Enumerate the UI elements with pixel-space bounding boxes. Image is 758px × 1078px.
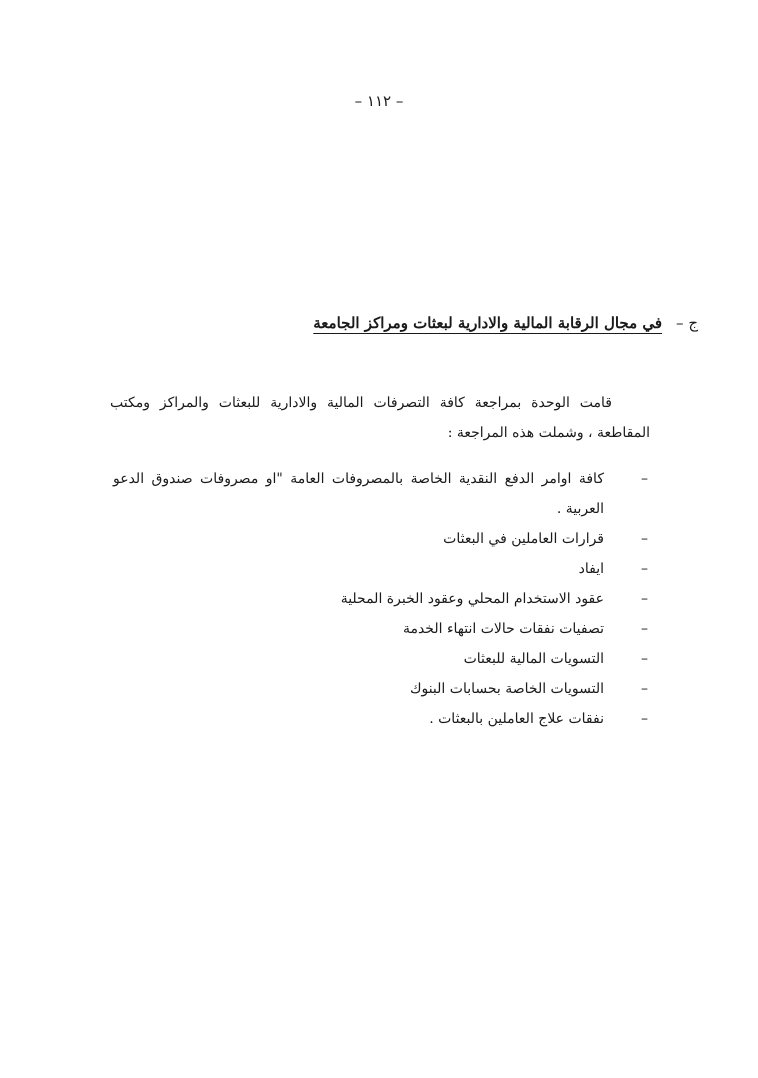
list-item	[113, 464, 648, 524]
list-item	[113, 554, 648, 584]
list-dash: –	[641, 561, 648, 577]
list-dash: –	[641, 531, 648, 547]
list-item	[113, 584, 648, 614]
list-dash: –	[641, 591, 648, 607]
section-heading	[313, 314, 698, 332]
section-marker: ج –	[676, 314, 698, 332]
list-item-text: ايفاد	[578, 561, 604, 577]
list-item-text: التسويات الخاصة بحسابات البنوك	[409, 681, 604, 697]
list-item	[113, 704, 648, 734]
list-dash: –	[641, 471, 648, 487]
intro-paragraph: قامت الوحدة بمراجعة كافة التصرفات المالية والادارية للبعثات والمراكز ومكتب المقاطعة ، وشملت هذه المراجعة :	[110, 395, 650, 441]
list-dash: –	[641, 681, 648, 697]
list-dash: –	[641, 711, 648, 727]
section-title: في مجال الرقابة المالية والادارية لبعثات ومراكز الجامعة	[313, 314, 663, 332]
list-item-text: كافة اوامر الدفع النقدية الخاصة بالمصروفات العامة "او مصروفات صندوق الدعو العربية .	[113, 471, 604, 517]
list-item	[113, 614, 648, 644]
list-item-text: عقود الاستخدام المحلي وعقود الخبرة المحلية	[340, 591, 604, 607]
list-item	[113, 644, 648, 674]
list-item	[113, 524, 648, 554]
list-dash: –	[641, 621, 648, 637]
list-item-text: نفقات علاج العاملين بالبعثات .	[429, 711, 604, 727]
list-dash: –	[641, 651, 648, 667]
review-items-list	[113, 464, 648, 734]
list-item-text: التسويات المالية للبعثات	[463, 651, 604, 667]
page-number: – ١١٢ –	[354, 92, 404, 110]
list-item-text: قرارات العاملين في البعثات	[443, 531, 604, 547]
list-item-text: تصفيات نفقات حالات انتهاء الخدمة	[402, 621, 604, 637]
list-item	[113, 674, 648, 704]
